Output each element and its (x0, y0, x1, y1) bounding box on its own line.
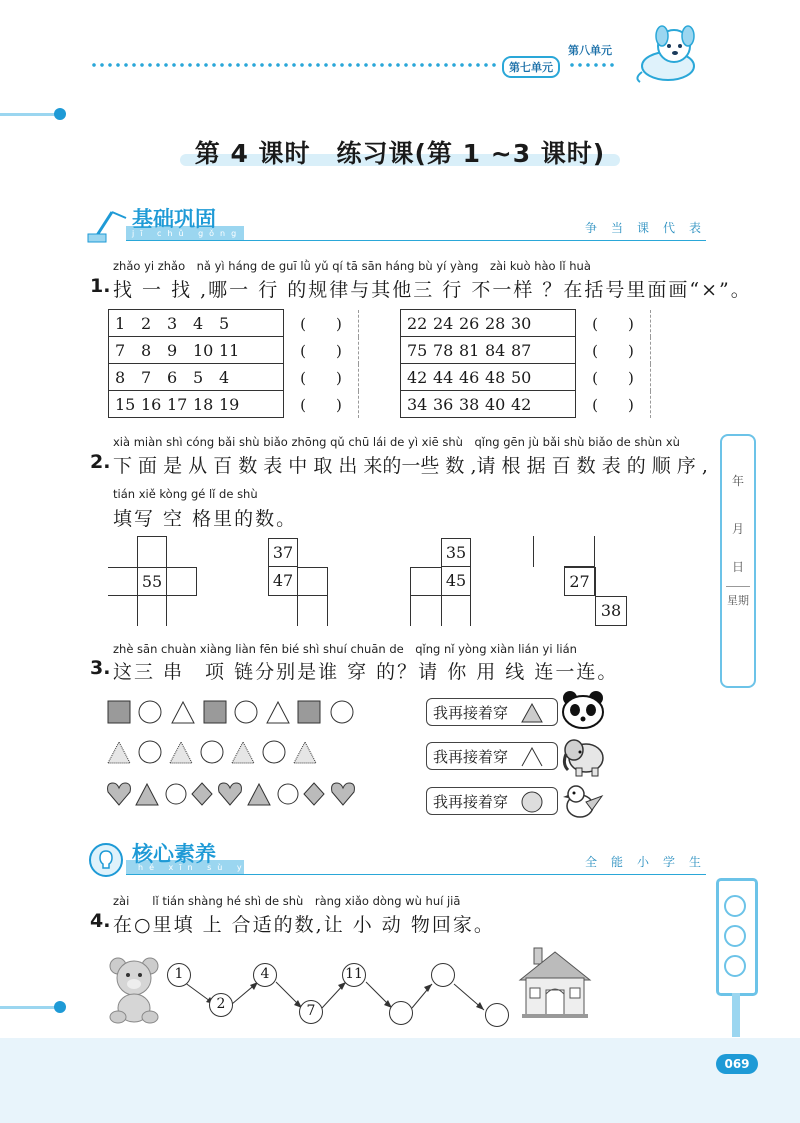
table-row (109, 337, 359, 364)
number: 50 (511, 367, 532, 387)
sequence-cell (401, 364, 576, 391)
arrow-head (424, 984, 432, 992)
table-row (109, 391, 359, 418)
number: 81 (459, 340, 480, 360)
circle-bead (278, 784, 298, 804)
sequence-cell (109, 391, 284, 418)
q4-number: 4. (90, 910, 111, 932)
q3-number: 3. (90, 657, 111, 679)
circle-bead-icon (521, 791, 543, 813)
sequence-cell (401, 391, 576, 418)
circle-bead (263, 741, 285, 763)
number: 84 (485, 340, 506, 360)
table-row (109, 364, 359, 391)
grid-cell-blank[interactable] (410, 567, 442, 596)
q1-left-table (108, 309, 359, 418)
square-bead (108, 701, 130, 723)
number-circle: 7 (299, 1000, 323, 1024)
answer-paren[interactable]: ( ) (576, 391, 651, 418)
section1-title: 基础巩固 (132, 207, 216, 231)
table-row (401, 391, 651, 418)
grid-cell-blank[interactable] (137, 596, 167, 626)
necklace-1 (106, 699, 356, 725)
circle-bead (139, 741, 161, 763)
q2-text-1: 下 面 是 从 百 数 表 中 取 出 来的一些 数 ,请 根 据 百 数 表 的 顺 序 , (113, 455, 708, 477)
number: 5 (193, 367, 204, 387)
necklace-2 (106, 739, 326, 765)
number: 42 (407, 367, 428, 387)
answer-paren[interactable]: ( ) (284, 310, 359, 337)
circle-bead (331, 701, 353, 723)
number: 7 (141, 367, 152, 387)
number: 3 (167, 313, 178, 333)
page-footer (0, 1038, 800, 1123)
number: 48 (485, 367, 506, 387)
grid-line (297, 567, 328, 568)
heart-bead (332, 783, 355, 805)
bubble-text: 我再接着穿 (433, 793, 509, 811)
q2-pinyin-2: tián xiě kòng gé lǐ de shù (113, 487, 258, 501)
q2-number: 2. (90, 451, 111, 473)
number: 34 (407, 394, 428, 414)
grid-cell-blank[interactable] (410, 596, 442, 626)
grid-cell-value: 55 (137, 567, 167, 596)
margin-dot (54, 108, 66, 120)
number: 5 (219, 313, 230, 333)
puppy-mascot-icon (628, 22, 706, 90)
answer-paren[interactable]: ( ) (284, 337, 359, 364)
answer-paren[interactable]: ( ) (576, 364, 651, 391)
blank-circle[interactable] (389, 1001, 413, 1025)
circle-bead (166, 784, 186, 804)
number: 16 (141, 394, 162, 414)
number-circle: 2 (209, 993, 233, 1017)
number: 7 (115, 340, 126, 360)
number: 4 (193, 313, 204, 333)
blank-circle[interactable] (485, 1003, 509, 1027)
section2-tag: 全能小学生 (585, 855, 716, 869)
header-dots (90, 63, 500, 67)
bird-icon (562, 782, 604, 822)
bubble-text: 我再接着穿 (433, 704, 509, 722)
q1-right-table (400, 309, 651, 418)
q3-text: 这三 串 项 链分别是谁 穿 的？请 你 用 线 连一连。 (113, 661, 619, 683)
table-row (401, 364, 651, 391)
circle-bead (201, 741, 223, 763)
elephant-bubble[interactable] (426, 742, 558, 770)
grid-cell-blank[interactable] (441, 596, 471, 626)
crane-icon (86, 208, 130, 244)
section1-underline (126, 240, 706, 241)
answer-paren[interactable]: ( ) (284, 391, 359, 418)
square-bead (298, 701, 320, 723)
number: 75 (407, 340, 428, 360)
grid-cell-blank[interactable] (595, 567, 627, 596)
dotted-triangle-bead (294, 742, 316, 763)
number: 30 (511, 313, 532, 333)
number: 26 (459, 313, 480, 333)
grid-cell-blank[interactable] (297, 596, 328, 626)
table-row (401, 310, 651, 337)
q2-pinyin-1: xià miàn shì cóng bǎi shù biǎo zhōng qǔ chū lái de yì xiē shù qǐng gēn jù bǎi shù biǎo de shùn xù (113, 435, 680, 449)
number: 78 (433, 340, 454, 360)
number: 24 (433, 313, 454, 333)
margin-line (0, 1006, 62, 1009)
grid-cell-blank[interactable] (533, 536, 565, 567)
date-day-label: 日 (731, 560, 744, 574)
traffic-pole (732, 993, 740, 1037)
triangle-bead (172, 702, 194, 723)
number: 1 (115, 313, 126, 333)
diamond-bead (192, 783, 212, 805)
section2-underline (126, 874, 706, 875)
lightbulb-icon (88, 842, 124, 878)
answer-paren[interactable]: ( ) (576, 310, 651, 337)
number: 11 (219, 340, 240, 360)
grid-line (533, 536, 534, 567)
section1-tag: 争当课代表 (585, 221, 716, 235)
number-circle: 11 (342, 963, 366, 987)
number: 28 (485, 313, 506, 333)
triangle-bead-icon (521, 703, 543, 723)
grid-cell-value: 38 (595, 596, 627, 626)
section2-pinyin: hé xīn sù yǎng (138, 863, 281, 872)
triangle-bead (267, 702, 289, 723)
square-bead (204, 701, 226, 723)
heart-bead (108, 783, 131, 805)
margin-line (0, 113, 62, 116)
sequence-cell (401, 310, 576, 337)
blank-circle[interactable] (431, 963, 455, 987)
number: 36 (433, 394, 454, 414)
grid-cell-value: 27 (564, 567, 595, 596)
number: 46 (459, 367, 480, 387)
heart-bead (219, 783, 242, 805)
number: 87 (511, 340, 532, 360)
grid-cell-value: 35 (441, 538, 471, 567)
light-circle (724, 955, 746, 977)
grid-cell-blank[interactable] (564, 536, 595, 567)
q4-pinyin: zài lǐ tián shàng hé shì de shù ràng xiǎo dòng wù huí jiā (113, 894, 461, 908)
number: 38 (459, 394, 480, 414)
table-row (109, 310, 359, 337)
dotted-triangle-bead (170, 742, 192, 763)
number: 9 (167, 340, 178, 360)
section1-pinyin: jī chǔ gǒng gù (132, 229, 273, 238)
triangle-bead (136, 784, 158, 805)
date-month-label: 月 (731, 522, 744, 536)
diamond-bead (304, 783, 324, 805)
date-panel (720, 434, 756, 688)
house-icon (518, 944, 592, 1022)
unit-current-badge: 第七单元 (502, 56, 560, 78)
sequence-cell (109, 364, 284, 391)
number: 40 (485, 394, 506, 414)
circle-bead (235, 701, 257, 723)
q3-pinyin: zhè sān chuàn xiàng liàn fēn bié shì shuí chuān de qǐng nǐ yòng xiàn lián yi lián (113, 642, 577, 656)
number: 10 (193, 340, 214, 360)
number: 2 (141, 313, 152, 333)
lesson-title: 第 4 课时 练习课(第 1 ~3 课时) (194, 139, 606, 168)
grid-cell-blank[interactable] (297, 567, 328, 596)
partial-triangle-icon (521, 747, 543, 767)
q4-text: 在○里填 上 合适的数,让 小 动 物回家。 (113, 914, 495, 936)
section2-title: 核心素养 (132, 842, 216, 866)
page-number: 069 (716, 1054, 758, 1074)
q1-pinyin: zhǎo yi zhǎo nǎ yì háng de guī lǜ yǔ qí tā sān háng bù yí yàng zài kuò hào lǐ huà (113, 259, 591, 273)
number: 15 (115, 394, 136, 414)
date-divider (726, 586, 750, 588)
q1-text: 找 一 找 ,哪一 行 的规律与其他三 行 不一样 ？在括号里面画“×”。 (113, 279, 752, 301)
panda-bubble[interactable] (426, 698, 558, 726)
light-circle (724, 895, 746, 917)
number: 4 (219, 367, 230, 387)
number: 18 (193, 394, 214, 414)
necklace-3 (106, 780, 358, 808)
number: 44 (433, 367, 454, 387)
elephant-icon (560, 734, 606, 778)
dotted-triangle-bead (108, 742, 130, 763)
grid-cell-value: 47 (268, 567, 298, 596)
circle-bead (139, 701, 161, 723)
date-week-label: 星期 (727, 594, 749, 607)
bird-bubble[interactable] (426, 787, 558, 815)
panda-icon (558, 690, 608, 730)
margin-dot (54, 1001, 66, 1013)
bubble-text: 我再接着穿 (433, 748, 509, 766)
number: 8 (115, 367, 126, 387)
teddy-bear-icon (104, 954, 168, 1024)
unit-next-label: 第八单元 (568, 44, 612, 57)
header-dots-right (568, 63, 616, 67)
answer-paren[interactable]: ( ) (576, 337, 651, 364)
sequence-cell (109, 337, 284, 364)
number-circle: 4 (253, 963, 277, 987)
grid-cell-value: 37 (268, 538, 298, 567)
number: 22 (407, 313, 428, 333)
table-row (401, 337, 651, 364)
grid-cell-value: 45 (441, 567, 471, 596)
sequence-cell (401, 337, 576, 364)
grid-cell-blank[interactable] (137, 536, 167, 567)
number: 19 (219, 394, 240, 414)
number: 17 (167, 394, 188, 414)
triangle-bead (248, 784, 270, 805)
sequence-cell (109, 310, 284, 337)
number-circle: 1 (167, 963, 191, 987)
number: 6 (167, 367, 178, 387)
arrow-head (476, 1002, 484, 1010)
number: 8 (141, 340, 152, 360)
answer-paren[interactable]: ( ) (284, 364, 359, 391)
traffic-light (716, 878, 758, 996)
q1-number: 1. (90, 275, 111, 297)
number: 42 (511, 394, 532, 414)
q2-text-2: 填写 空 格里的数。 (113, 508, 298, 530)
light-circle (724, 925, 746, 947)
dotted-triangle-bead (232, 742, 254, 763)
date-year-label: 年 (731, 474, 744, 488)
